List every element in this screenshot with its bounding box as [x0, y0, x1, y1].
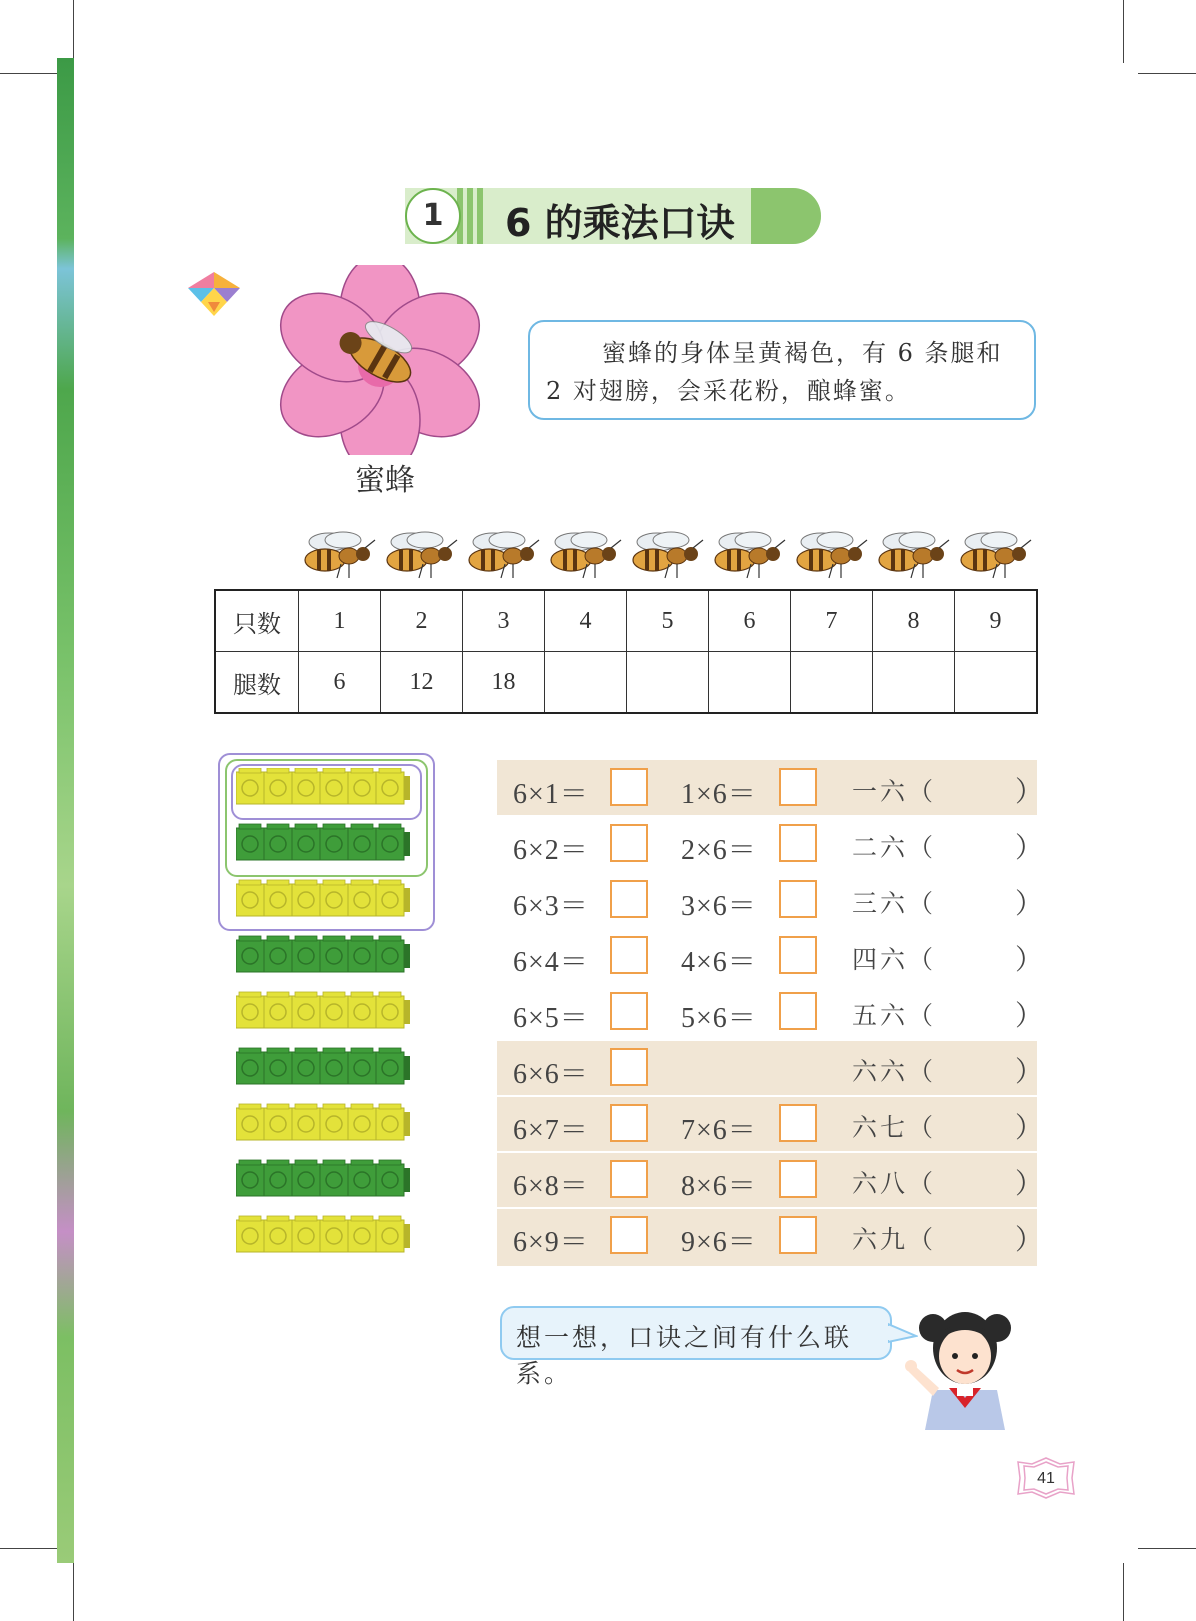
cube-stack — [236, 1160, 410, 1196]
answer-box[interactable] — [779, 768, 817, 806]
verse-label: 五六（ — [852, 1001, 937, 1030]
close-paren: ） — [1015, 1113, 1044, 1144]
verse-label: 三六（ — [852, 889, 937, 918]
table-cell: 7 — [791, 590, 873, 652]
row-separator — [497, 871, 1037, 873]
row-separator — [497, 1095, 1037, 1097]
close-paren: ） — [1015, 1225, 1044, 1256]
answer-box[interactable] — [779, 992, 817, 1030]
bees-row — [295, 522, 1045, 588]
multiplication-row — [497, 760, 1044, 816]
answer-box[interactable] — [779, 1216, 817, 1254]
verse-label: 六七（ — [852, 1113, 937, 1142]
left-expression: 6×2＝ — [513, 835, 589, 866]
row-separator — [497, 1207, 1037, 1209]
answer-box[interactable] — [779, 880, 817, 918]
left-expression: 6×9＝ — [513, 1227, 589, 1258]
close-paren: ） — [1015, 833, 1044, 864]
verse-label: 一六（ — [852, 777, 937, 806]
crop-mark — [1123, 18, 1124, 63]
table-cell: 3 — [463, 590, 545, 652]
multiplication-row — [497, 1040, 1044, 1096]
multiplication-row — [497, 816, 1044, 872]
answer-cell[interactable] — [873, 652, 955, 714]
row-separator — [497, 983, 1037, 985]
bee-icon — [551, 532, 621, 578]
multiplication-row — [497, 1096, 1044, 1152]
left-expression: 6×5＝ — [513, 1003, 589, 1034]
table-cell: 5 — [627, 590, 709, 652]
answer-cell[interactable] — [955, 652, 1038, 714]
table-header-count: 只数 — [215, 590, 299, 652]
page-number: 41 — [1037, 1470, 1055, 1487]
answer-box[interactable] — [779, 1160, 817, 1198]
bee-icon — [715, 532, 785, 578]
table-cell: 6 — [299, 652, 381, 714]
info-bubble — [528, 320, 1036, 420]
cube-stack — [236, 936, 410, 972]
girl-character-illustration — [905, 1300, 1025, 1430]
tangram-icon — [188, 272, 240, 316]
table-cell: 6 — [709, 590, 791, 652]
table-cell: 1 — [299, 590, 381, 652]
right-expression: 3×6＝ — [681, 891, 757, 922]
crop-mark — [1123, 1563, 1124, 1621]
close-paren: ） — [1015, 945, 1044, 976]
verse-label: 二六（ — [852, 833, 937, 862]
answer-box[interactable] — [610, 1048, 648, 1086]
answer-box[interactable] — [610, 1104, 648, 1142]
right-expression: 8×6＝ — [681, 1171, 757, 1202]
answer-cell[interactable] — [709, 652, 791, 714]
cube-stack — [236, 1216, 410, 1252]
bee-icon — [469, 532, 539, 578]
cube-stack — [236, 992, 410, 1028]
multiplication-row — [497, 1152, 1044, 1208]
row-separator — [497, 927, 1037, 929]
answer-box[interactable] — [610, 1216, 648, 1254]
answer-cell[interactable] — [627, 652, 709, 714]
close-paren: ） — [1015, 1057, 1044, 1088]
bee-icon — [961, 532, 1031, 578]
verse-label: 四六（ — [852, 945, 937, 974]
info-line-2: 2 对翅膀，会采花粉，酿蜂蜜。 — [546, 377, 911, 405]
right-expression: 1×6＝ — [681, 779, 757, 810]
decorative-side-strip — [57, 58, 74, 1563]
left-expression: 6×4＝ — [513, 947, 589, 978]
think-bubble: 想一想，口诀之间有什么联系。 — [500, 1306, 892, 1360]
bee-icon — [387, 532, 457, 578]
multiplication-row — [497, 984, 1044, 1040]
cube-stack — [236, 768, 410, 804]
bee-legs-table — [214, 589, 1038, 714]
answer-box[interactable] — [610, 824, 648, 862]
bee-icon — [305, 532, 375, 578]
answer-cell[interactable] — [791, 652, 873, 714]
answer-box[interactable] — [779, 936, 817, 974]
crop-mark — [1138, 73, 1196, 74]
cube-stacks — [236, 768, 416, 1268]
table-cell: 18 — [463, 652, 545, 714]
left-expression: 6×1＝ — [513, 779, 589, 810]
left-expression: 6×7＝ — [513, 1115, 589, 1146]
left-expression: 6×6＝ — [513, 1059, 589, 1090]
answer-box[interactable] — [610, 880, 648, 918]
answer-box[interactable] — [610, 768, 648, 806]
right-expression: 9×6＝ — [681, 1227, 757, 1258]
crop-mark — [0, 73, 58, 74]
section-number: 1 — [405, 188, 461, 244]
bee-icon — [879, 532, 949, 578]
row-separator — [497, 815, 1037, 817]
verse-label: 六九（ — [852, 1225, 937, 1254]
crop-mark — [1138, 1548, 1196, 1549]
crop-mark — [73, 1563, 74, 1621]
flower-bee-illustration — [255, 265, 505, 455]
row-separator — [497, 1039, 1037, 1041]
cube-stack — [236, 880, 410, 916]
page-title: 6 的乘法口诀 — [505, 201, 735, 245]
close-paren: ） — [1015, 777, 1044, 808]
crop-mark — [73, 0, 74, 58]
bee-icon — [633, 532, 703, 578]
table-cell: 2 — [381, 590, 463, 652]
verse-label: 六六（ — [852, 1057, 937, 1086]
title-bar-cap — [751, 188, 821, 244]
answer-box[interactable] — [610, 1160, 648, 1198]
close-paren: ） — [1015, 1001, 1044, 1032]
crop-mark — [0, 1548, 58, 1549]
flower-label: 蜜蜂 — [355, 463, 415, 498]
table-row — [215, 652, 1037, 714]
cube-stack — [236, 1048, 410, 1084]
table-cell: 4 — [545, 590, 627, 652]
multiplication-row — [497, 872, 1044, 928]
answer-box[interactable] — [610, 992, 648, 1030]
info-line-1: 蜜蜂的身体呈黄褐色，有 6 条腿和 — [602, 339, 1003, 367]
table-cell: 9 — [955, 590, 1038, 652]
right-expression: 4×6＝ — [681, 947, 757, 978]
table-header-legs: 腿数 — [215, 652, 299, 714]
bee-icon — [797, 532, 867, 578]
title-stripes — [457, 188, 487, 244]
table-row — [215, 590, 1037, 652]
multiplication-row — [497, 1208, 1044, 1264]
answer-box[interactable] — [779, 824, 817, 862]
row-separator — [497, 1151, 1037, 1153]
answer-box[interactable] — [610, 936, 648, 974]
left-expression: 6×3＝ — [513, 891, 589, 922]
left-expression: 6×8＝ — [513, 1171, 589, 1202]
close-paren: ） — [1015, 1169, 1044, 1200]
close-paren: ） — [1015, 889, 1044, 920]
right-expression: 2×6＝ — [681, 835, 757, 866]
right-expression: 7×6＝ — [681, 1115, 757, 1146]
verse-label: 六八（ — [852, 1169, 937, 1198]
answer-cell[interactable] — [545, 652, 627, 714]
answer-box[interactable] — [779, 1104, 817, 1142]
table-cell: 8 — [873, 590, 955, 652]
cube-stack — [236, 1104, 410, 1140]
right-expression: 5×6＝ — [681, 1003, 757, 1034]
table-cell: 12 — [381, 652, 463, 714]
multiplication-row — [497, 928, 1044, 984]
cube-stack — [236, 824, 410, 860]
